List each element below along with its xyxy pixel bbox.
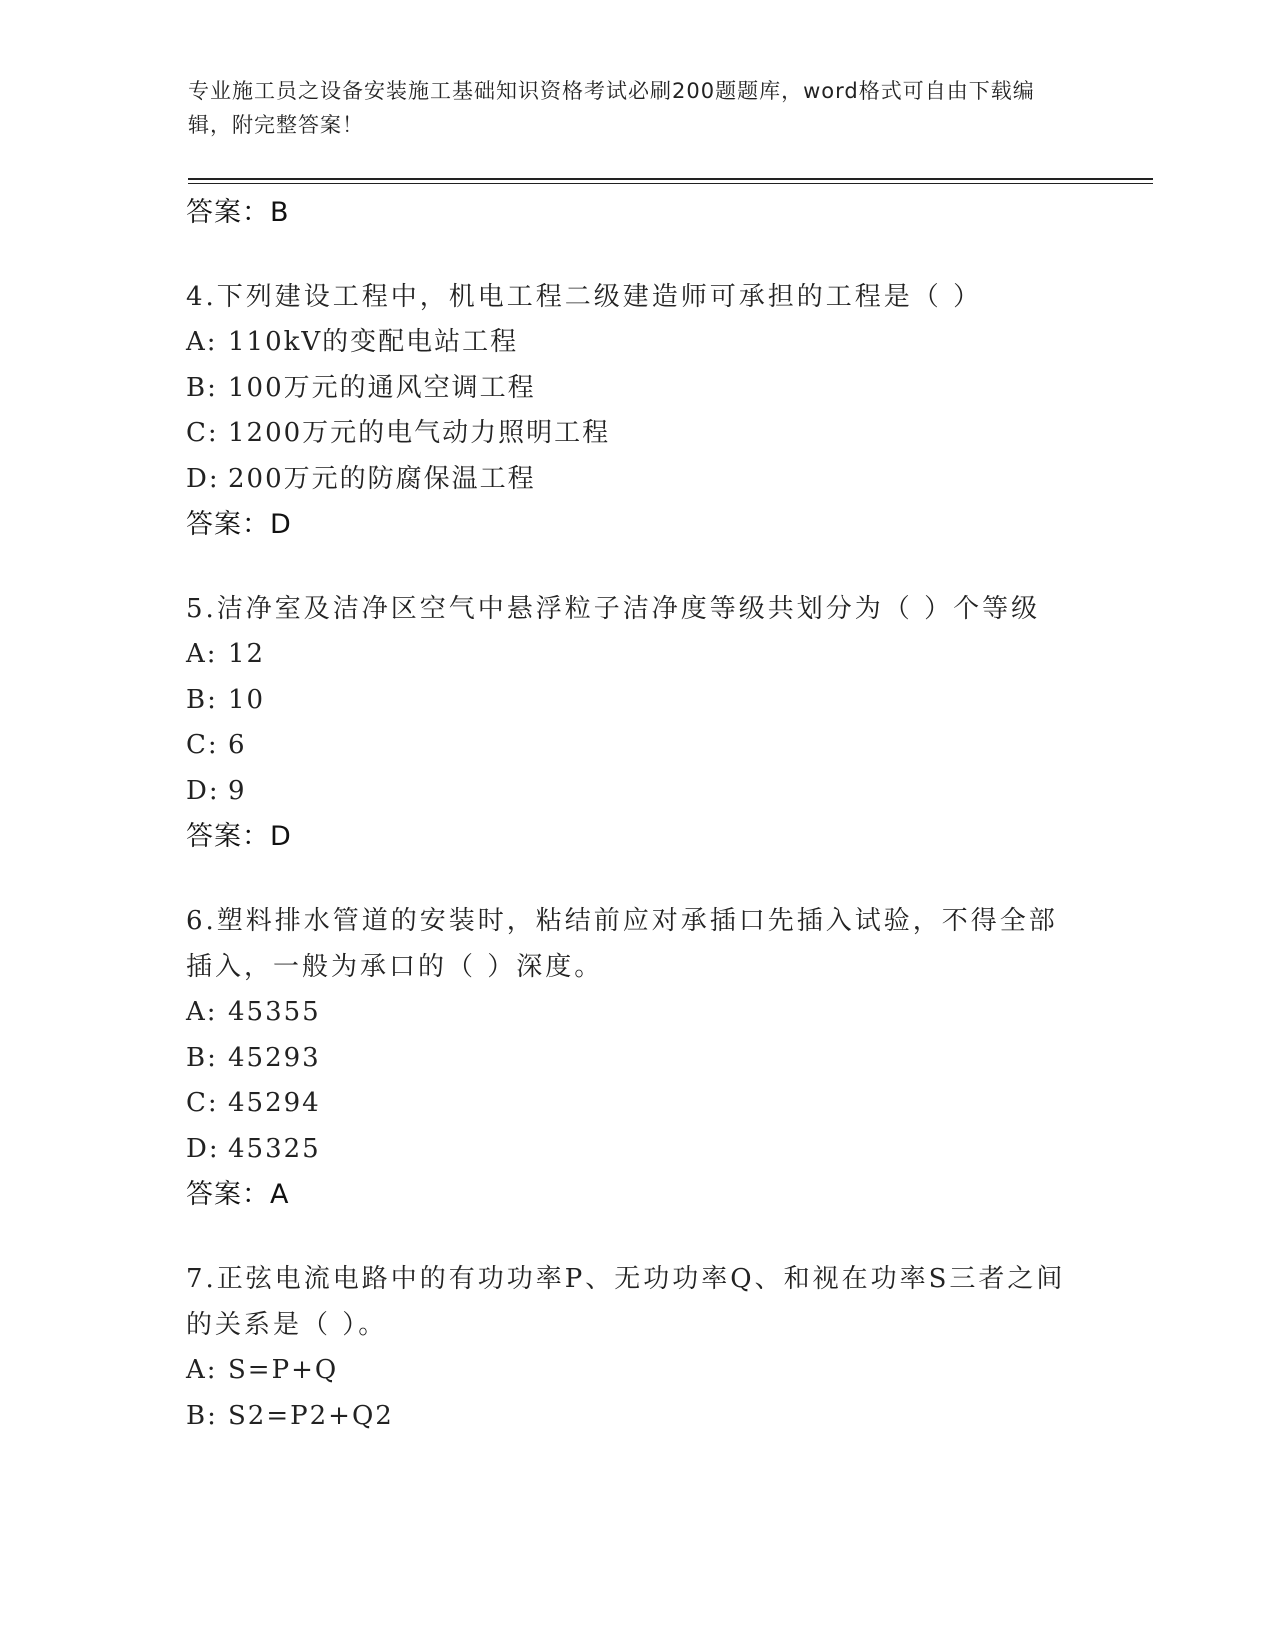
option-b (186, 1394, 1086, 1440)
document-header (188, 74, 1068, 142)
header-divider-thin (188, 183, 1153, 184)
header-divider-thick (188, 178, 1153, 180)
option-b (186, 366, 1086, 412)
option-text: 45355 (228, 997, 321, 1027)
option-a (186, 990, 1086, 1036)
option-letter: B: (186, 1042, 218, 1073)
option-letter: C: (186, 418, 219, 448)
document-title: 专业施工员之设备安装施工基础知识资格考试必刷200题题库，word格式可自由下载编辑，附完整答案！ (188, 79, 1035, 137)
option-d (186, 457, 1086, 503)
option-d (186, 769, 1086, 815)
option-text: 1200万元的电气动力照明工程 (228, 418, 611, 448)
option-letter: A: (186, 1355, 218, 1385)
answer-line: 答案：B (186, 197, 290, 228)
option-text: 6 (228, 730, 247, 760)
option-letter: B: (186, 1400, 218, 1431)
option-text: 12 (228, 639, 266, 669)
option-d (186, 1127, 1086, 1173)
option-a (186, 1348, 1086, 1394)
option-text: 45293 (228, 1042, 321, 1073)
option-letter: A: (186, 997, 218, 1027)
answer-line: 答案：A (186, 1179, 290, 1210)
question-7 (186, 1256, 1086, 1439)
answer-line: 答案：D (186, 821, 292, 852)
option-letter: B: (186, 684, 218, 715)
option-c (186, 1081, 1086, 1127)
option-text: 110kV的变配电站工程 (228, 327, 519, 357)
question-5 (186, 586, 1086, 860)
option-a (186, 632, 1086, 678)
question-4 (186, 274, 1086, 548)
question-6 (186, 898, 1086, 1218)
option-c (186, 723, 1086, 769)
option-letter: D: (186, 1133, 220, 1164)
option-text: 10 (228, 684, 266, 715)
answer-line: 答案：D (186, 509, 292, 540)
option-letter: D: (186, 775, 220, 806)
option-text: S=P+Q (228, 1355, 339, 1385)
question-stem: 6.塑料排水管道的安装时，粘结前应对承插口先插入试验，不得全部插入，一般为承口的（ ）深度。 (186, 906, 1058, 982)
option-text: 100万元的通风空调工程 (228, 372, 536, 403)
option-letter: C: (186, 1088, 219, 1118)
question-stem: 4.下列建设工程中，机电工程二级建造师可承担的工程是（ ） (186, 282, 983, 312)
option-letter: A: (186, 327, 218, 357)
option-letter: A: (186, 639, 218, 669)
document-body (186, 190, 1086, 1439)
option-text: 9 (228, 775, 247, 806)
option-letter: C: (186, 730, 219, 760)
option-letter: B: (186, 372, 218, 403)
question-stem: 7.正弦电流电路中的有功功率P、无功功率Q、和视在功率S三者之间的关系是（ ）。 (186, 1264, 1066, 1340)
option-b (186, 678, 1086, 724)
option-text: 200万元的防腐保温工程 (228, 463, 536, 494)
question-stem: 5.洁净室及洁净区空气中悬浮粒子洁净度等级共划分为（ ）个等级 (186, 594, 1041, 624)
option-letter: D: (186, 463, 220, 494)
option-text: S2=P2+Q2 (228, 1400, 394, 1431)
option-a (186, 320, 1086, 366)
option-c (186, 411, 1086, 457)
option-text: 45325 (228, 1133, 321, 1164)
option-b (186, 1036, 1086, 1082)
option-text: 45294 (228, 1088, 321, 1118)
